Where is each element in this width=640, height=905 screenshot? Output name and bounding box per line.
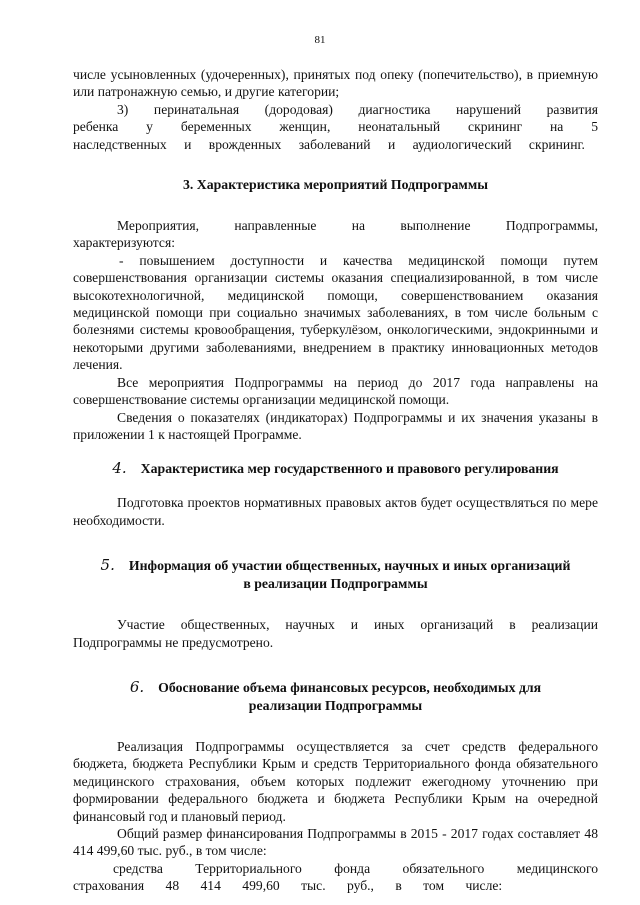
paragraph-item-3: 3) перинатальная (дородовая) диагностика нарушений развития ребенка у беременных женщин, неонатальный скрининг на 5 наследственных и врожденных заболеваний и аудиологический скрининг. <box>73 101 598 152</box>
section-6-paragraph-1: Реализация Подпрограммы осуществляется за счет средств федерального бюджета, бюджета Республики Крым и средств Территориального фонда обязательного медицинского страхования, объем которых подлежит ежегодному уточнению при формировании федерального бюджета и бюджета Республики Крым на очередной финансовый год и плановый период. <box>73 738 598 824</box>
section-6-number: 6. <box>129 677 145 696</box>
section-4-number: 4. <box>112 459 127 478</box>
section-5-title-line-2: в реализации Подпрограммы <box>243 576 428 592</box>
section-5-title <box>73 556 598 575</box>
section-6-paragraph-3: средства Территориального фонда обязательного медицинского страхования 48 414 499,60 тыс. руб., в том числе: <box>73 860 598 894</box>
section-5-title-line-1: Информация об участии общественных, научных и иных организаций <box>128 558 571 574</box>
section-3-paragraph-3: Все мероприятия Подпрограммы на период до 2017 года направлены на совершенствование системы организации медицинской помощи. <box>73 374 598 408</box>
section-6-title <box>73 678 598 697</box>
section-4-paragraph-1: Подготовка проектов нормативных правовых актов будет осуществляться по мере необходимости. <box>73 495 598 528</box>
section-3-paragraph-2: - повышением доступности и качества медицинской помощи путем совершенствования организации системы оказания специализированной, в том числе высокотехнологичной, медицинской помощи, совершенствованием оказания медицинской помощи при социально значимых заболеваниях, в том числе больным с болезнями системы кровообращения, туберкулёзом, онкологическими, эндокринными и некоторыми другими заболеваниями, внедрением в практику инновационных методов лечения. <box>73 252 598 373</box>
page-content <box>73 66 598 895</box>
page-number: 81 <box>314 34 326 46</box>
section-4-title-text: Характеристика мер государственного и правового регулирования <box>140 461 559 477</box>
section-3-paragraph-4: Сведения о показателях (индикаторах) Подпрограммы и их значения указаны в приложении 1 к настоящей Программе. <box>73 409 598 442</box>
section-4-title <box>73 459 598 478</box>
section-6-title-line-2: реализации Подпрограммы <box>248 697 423 713</box>
section-3-paragraph-1: Мероприятия, направленные на выполнение Подпрограммы, характеризуются: <box>73 218 598 251</box>
section-6-paragraph-2: Общий размер финансирования Подпрограммы в 2015 - 2017 годах составляет 48 414 499,60 тыс. руб., в том числе: <box>73 825 598 859</box>
section-5-paragraph-1: Участие общественных, научных и иных организаций в реализации Подпрограммы не предусмотрено. <box>73 617 598 650</box>
section-5-number: 5. <box>100 556 115 575</box>
paragraph-continuation: числе усыновленных (удочеренных), принятых под опеку (попечительство), в приемную или патронажную семью, и другие категории; <box>73 67 598 100</box>
section-6-title-line-1: Обоснование объема финансовых ресурсов, необходимых для <box>158 679 542 695</box>
section-3-title: 3. Характеристика мероприятий Подпрограммы <box>182 177 489 193</box>
